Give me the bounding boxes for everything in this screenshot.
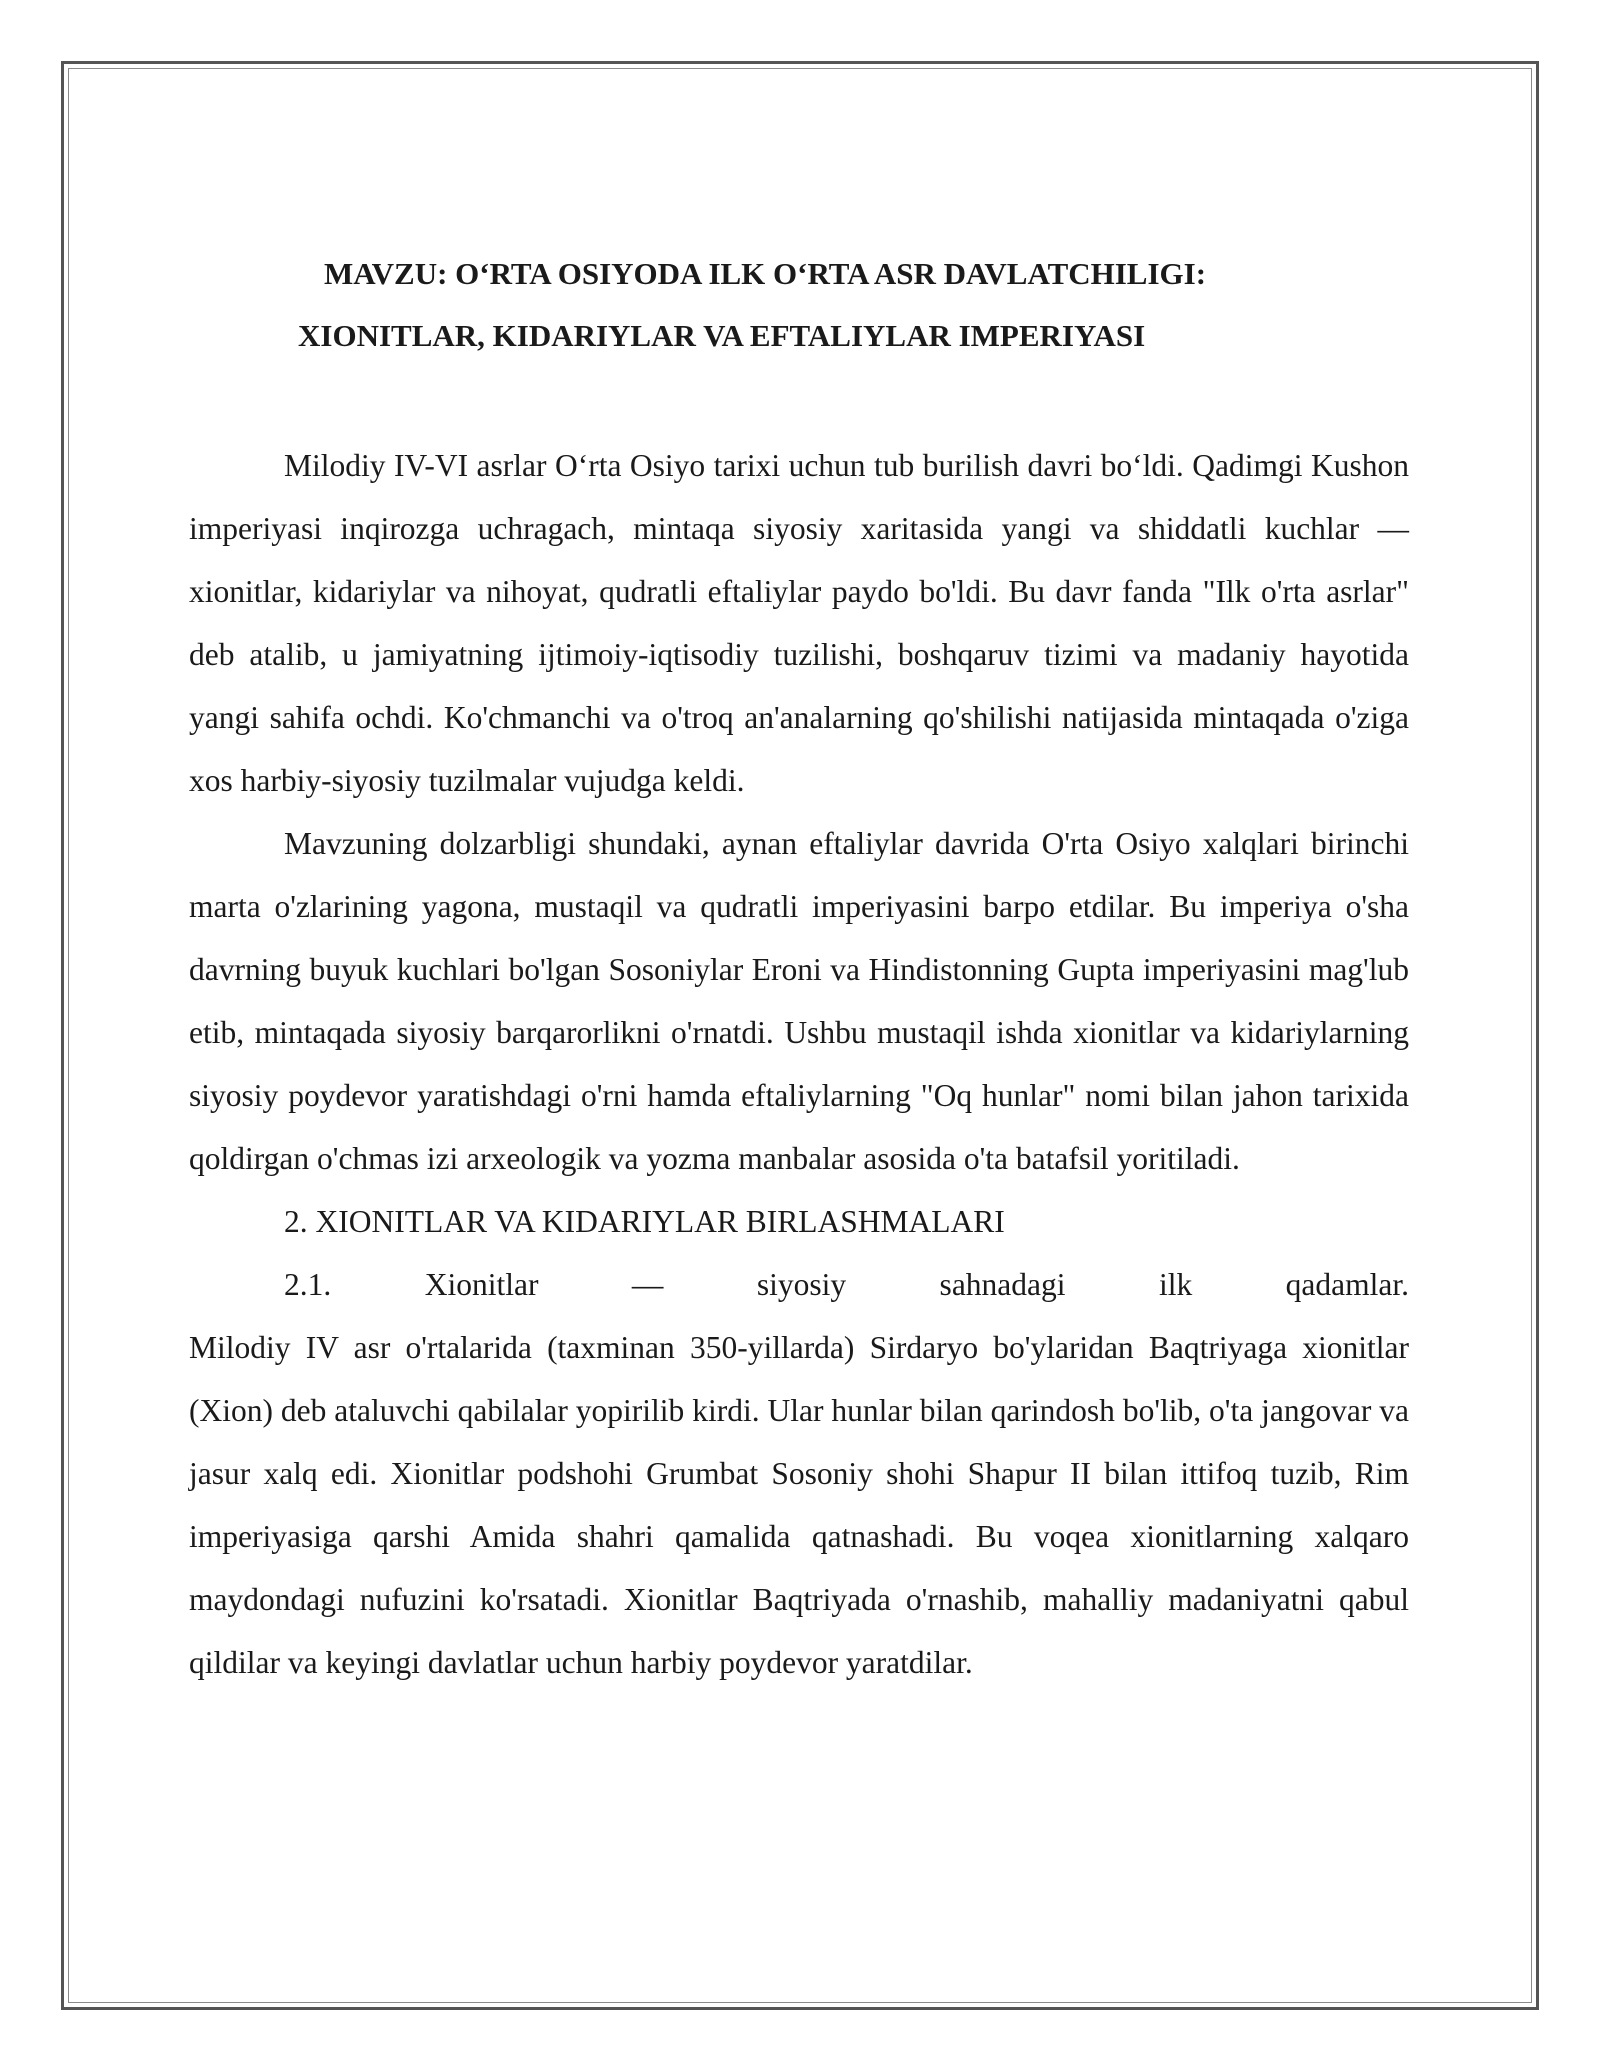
title-line-1: MAVZU: O‘RTA OSIYODA ILK O‘RTA ASR DAVLATCHILIGI: (324, 256, 1207, 291)
relevance-paragraph: Mavzuning dolzarbligi shundaki, aynan eftaliylar davrida O'rta Osiyo xalqlari birinchi marta o'zlarining yagona, mustaqil va qudratli imperiyasini barpo etdilar. Bu imperiya o'sha davrning buyuk kuchlari bo'lgan Sosoniylar Eroni va Hindistonning Gupta imperiyasini mag'lub etib, mintaqada siyosiy barqarorlikni o'rnatdi. Ushbu mustaqil ishda xionitlar va kidariylarning siyosiy poydevor yaratishdagi o'rni hamda eftaliylarning "Oq hunlar" nomi bilan jahon tarixida qoldirgan o'chmas izi arxeologik va yozma manbalar asosida o'ta batafsil yoritiladi. (189, 826, 1409, 1176)
section-heading: 2. XIONITLAR VA KIDARIYLAR BIRLASHMALARI (284, 1204, 1005, 1239)
document-body (189, 434, 1409, 1694)
subsection-heading: 2.1. Xionitlar — siyosiy sahnadagi ilk qadamlar. (284, 1267, 1409, 1302)
intro-paragraph: Milodiy IV-VI asrlar O‘rta Osiyo tarixi uchun tub burilish davri bo‘ldi. Qadimgi Kushon imperiyasi inqirozga uchragach, mintaqa siyosiy xaritasida yangi va shiddatli kuchlar — xionitlar, kidariylar va nihoyat, qudratli eftaliylar paydo bo'ldi. Bu davr fanda "Ilk o'rta asrlar" deb atalib, u jamiyatning ijtimoiy-iqtisodiy tuzilishi, boshqaruv tizimi va madaniy hayotida yangi sahifa ochdi. Ko'chmanchi va o'troq an'analarning qo'shilishi natijasida mintaqada o'ziga xos harbiy-siyosiy tuzilmalar vujudga keldi. (189, 448, 1409, 798)
xionites-paragraph: Milodiy IV asr o'rtalarida (taxminan 350-yillarda) Sirdaryo bo'ylaridan Baqtriyaga xionitlar (Xion) deb ataluvchi qabilalar yopirilib kirdi. Ular hunlar bilan qarindosh bo'lib, o'ta jangovar va jasur xalq edi. Xionitlar podshohi Grumbat Sosoniy shohi Shapur II bilan ittifoq tuzib, Rim imperiyasiga qarshi Amida shahri qamalida qatnashadi. Bu voqea xionitlarning xalqaro maydondagi nufuzini ko'rsatadi. Xionitlar Baqtriyada o'rnashib, mahalliy madaniyatni qabul qildilar va keyingi davlatlar uchun harbiy poydevor yaratdilar. (189, 1330, 1409, 1680)
title-line-2: XIONITLAR, KIDARIYLAR VA EFTALIYLAR IMPERIYASI (298, 318, 1146, 353)
